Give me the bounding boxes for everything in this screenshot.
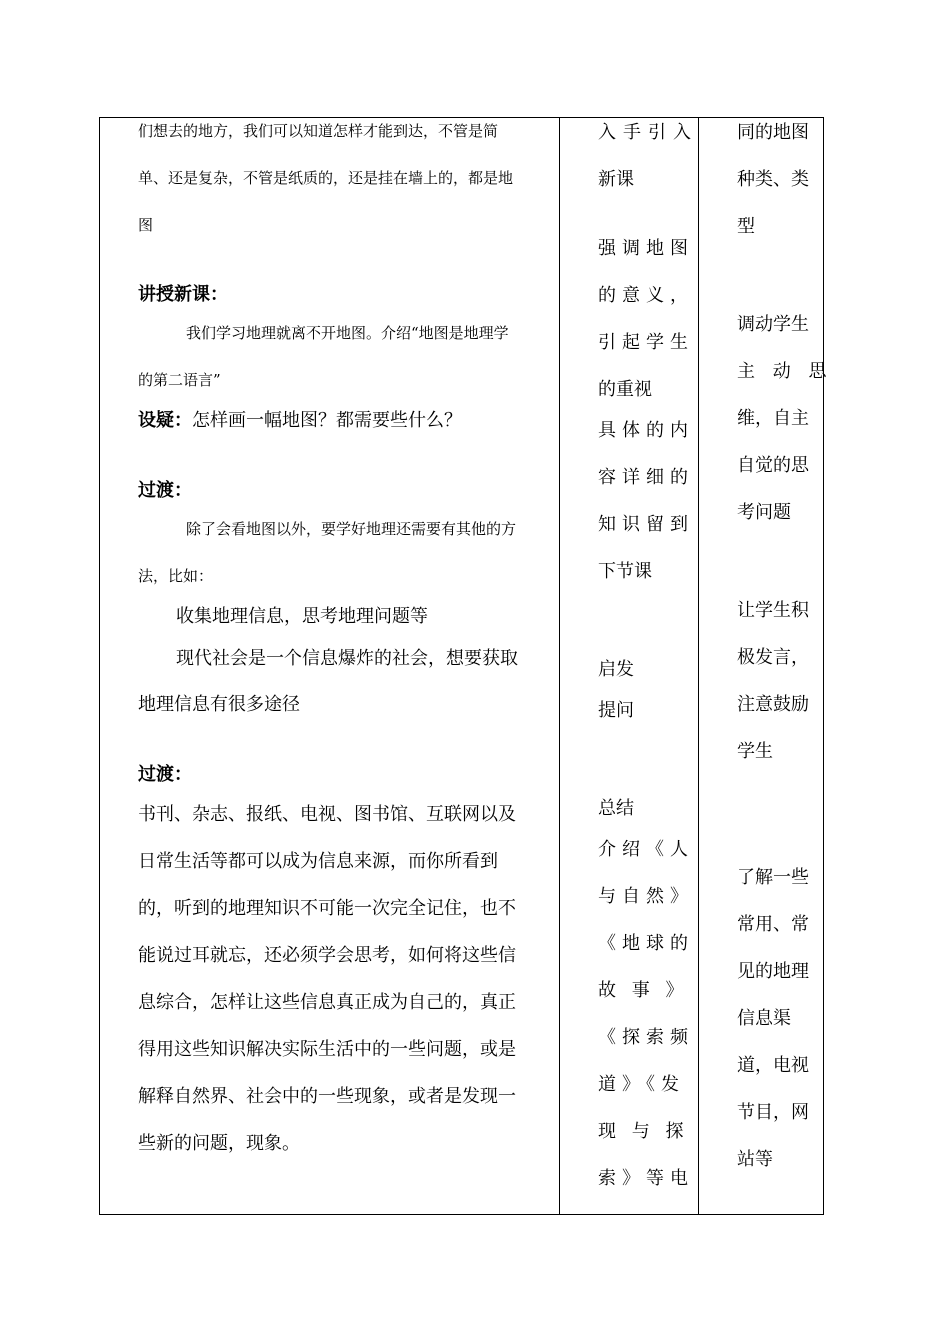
content-line: 我们学习地理就离不开地图。介绍“地图是地理学: [186, 324, 509, 342]
method-line: 下节课: [598, 561, 652, 582]
intent-line: 站等: [737, 1149, 773, 1170]
content-line: 些新的问题，现象。: [138, 1133, 300, 1154]
content-line: 能说过耳就忘，还必须学会思考，如何将这些信: [138, 945, 516, 966]
method-line: 的意义，: [598, 285, 694, 306]
content-line: 收集地理信息，思考地理问题等: [176, 606, 428, 627]
intent-line: 种类、类: [737, 169, 809, 190]
content-line: 的第二语言”: [138, 371, 221, 389]
method-line: 容详细的: [598, 467, 694, 488]
content-line: 除了会看地图以外，要学好地理还需要有其他的方: [186, 520, 517, 538]
intent-line: 同的地图: [737, 122, 809, 143]
intent-line: 见的地理: [737, 961, 809, 982]
intent-line: 维，自主: [737, 408, 809, 429]
method-line: 与自然》: [598, 886, 694, 907]
method-line: 索》等电: [598, 1168, 694, 1189]
section-heading-transition: 过渡：: [138, 480, 192, 501]
content-line: 地理信息有很多途径: [138, 694, 300, 715]
intent-line: 主 动 思: [737, 361, 833, 382]
intent-line: 极发言，: [737, 647, 809, 668]
section-heading-transition: 过渡：: [138, 764, 192, 785]
intent-line: 道，电视: [737, 1055, 809, 1076]
intent-line: 节目，网: [737, 1102, 809, 1123]
question-label: 设疑：: [138, 410, 192, 431]
intent-line: 让学生积: [737, 600, 809, 621]
method-line: 现 与 探: [598, 1121, 689, 1142]
intent-line: 考问题: [737, 502, 791, 523]
method-line: 新课: [598, 169, 634, 190]
intent-line: 了解一些: [737, 867, 809, 888]
content-line: 解释自然界、社会中的一些现象，或者是发现一: [138, 1086, 516, 1107]
content-line: 息综合，怎样让这些信息真正成为自己的，真正: [138, 992, 516, 1013]
method-line: 引起学生: [598, 332, 694, 353]
content-line: 得用这些知识解决实际生活中的一些问题，或是: [138, 1039, 516, 1060]
intent-line: 信息渠: [737, 1008, 791, 1029]
question-row: [138, 412, 462, 430]
method-line: 入手引入: [598, 122, 698, 143]
intent-line: 自觉的思: [737, 455, 809, 476]
method-line: 故 事 》: [598, 980, 689, 1001]
section-heading-new-lesson: 讲授新课：: [138, 284, 228, 305]
column-divider: [698, 118, 699, 1214]
content-line: 的，听到的地理知识不可能一次完全记住，也不: [138, 898, 516, 919]
content-line: 单、还是复杂，不管是纸质的，还是挂在墙上的，都是地: [138, 169, 514, 187]
intent-line: 学生: [737, 741, 773, 762]
question-text: 怎样画一幅地图？都需要些什么？: [192, 410, 462, 431]
method-line: 知识留到: [598, 514, 694, 535]
method-line: 的重视: [598, 379, 652, 400]
content-line: 图: [138, 216, 154, 234]
intent-line: 调动学生: [737, 314, 809, 335]
method-line: 具体的内: [598, 420, 694, 441]
method-line: 道》《发: [598, 1074, 685, 1095]
content-line: 日常生活等都可以成为信息来源，而你所看到: [138, 851, 498, 872]
method-line: 总结: [598, 798, 634, 819]
content-line: 书刊、杂志、报纸、电视、图书馆、互联网以及: [138, 804, 516, 825]
method-line: 《地球的: [598, 933, 694, 954]
method-line: 提问: [598, 700, 634, 721]
intent-line: 注意鼓励: [737, 694, 809, 715]
column-divider: [559, 118, 560, 1214]
content-line: 法，比如：: [138, 567, 214, 585]
method-line: 强调地图: [598, 238, 694, 259]
intent-line: 型: [737, 216, 755, 237]
content-line: 们想去的地方，我们可以知道怎样才能到达，不管是简: [138, 122, 499, 140]
method-line: 介绍《人: [598, 839, 694, 860]
content-line: 现代社会是一个信息爆炸的社会，想要获取: [176, 648, 518, 669]
intent-line: 常用、常: [737, 914, 809, 935]
method-line: 《探索频: [598, 1027, 694, 1048]
method-line: 启发: [598, 659, 634, 680]
